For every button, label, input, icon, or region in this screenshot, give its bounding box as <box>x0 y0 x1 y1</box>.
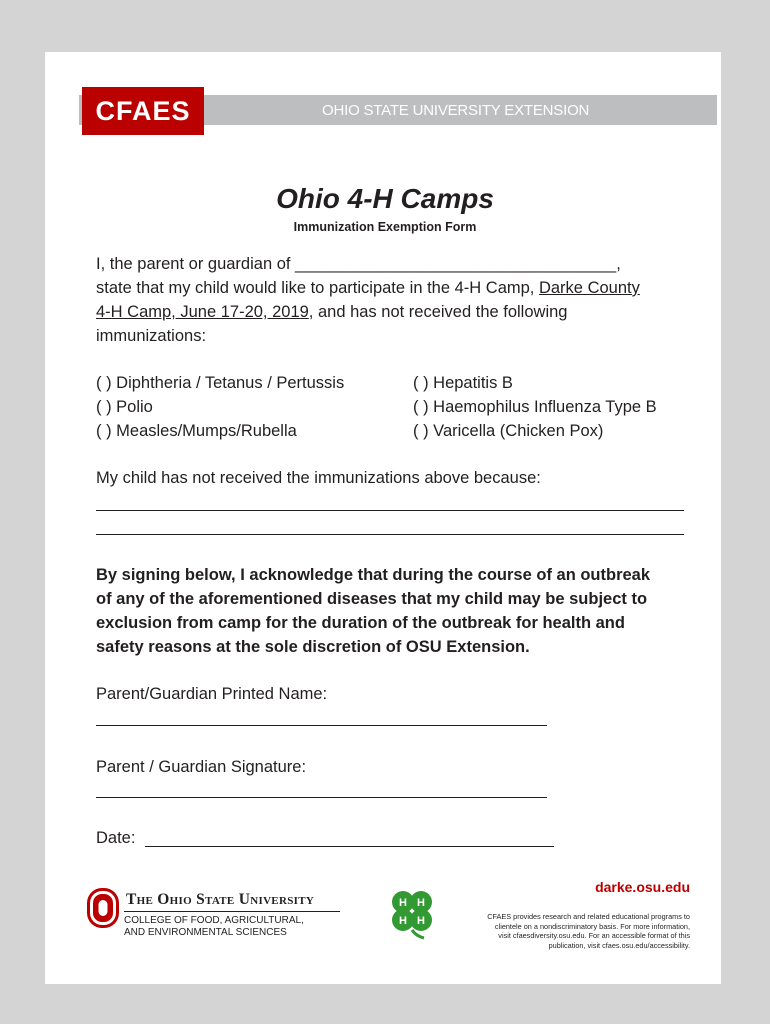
intro-line-1: I, the parent or guardian of ___________________________________, <box>96 255 621 273</box>
acknowledgement-paragraph <box>96 563 650 659</box>
extension-url[interactable]: darke.osu.edu <box>595 879 690 895</box>
disclaimer-line-4: publication, visit cfaes.osu.edu/accessibility. <box>548 940 690 950</box>
acknowledgement-line-1: By signing below, I acknowledge that during the course of an outbreak <box>96 566 651 584</box>
reason-line-2[interactable] <box>96 534 684 535</box>
immunization-option-mmr[interactable]: ( ) Measles/Mumps/Rubella <box>96 422 297 440</box>
university-name: The Ohio State University <box>126 891 315 908</box>
intro-paragraph <box>96 252 640 348</box>
clover-letter-4: H <box>417 915 425 927</box>
college-line-1: COLLEGE OF FOOD, AGRICULTURAL, <box>124 915 304 926</box>
4h-clover-icon <box>386 886 438 940</box>
cfaes-logo: CFAES <box>82 87 204 135</box>
camp-dates-link: 4-H Camp, June 17-20, 2019 <box>96 303 309 321</box>
intro-line-2-text: state that my child would like to participate in the 4-H Camp, <box>96 279 539 297</box>
acknowledgement-line-2: of any of the aforementioned diseases that my child may be subject to <box>96 590 648 608</box>
reason-line-1[interactable] <box>96 510 684 511</box>
disclaimer-line-3: visit cfaesdiversity.osu.edu. For an accessible format of this <box>498 931 690 940</box>
signature-label: Parent / Guardian Signature: <box>96 758 307 776</box>
clover-letter-3: H <box>399 915 407 927</box>
nondiscrimination-statement <box>462 912 690 950</box>
college-line-2: AND ENVIRONMENTAL SCIENCES <box>124 927 287 938</box>
intro-line-3-text: , and has not received the following <box>308 303 568 321</box>
immunization-option-varicella[interactable]: ( ) Varicella (Chicken Pox) <box>413 422 604 440</box>
immunization-option-hepatitis-b[interactable]: ( ) Hepatitis B <box>413 374 513 392</box>
osu-divider <box>124 911 340 912</box>
intro-line-2 <box>96 276 640 300</box>
disclaimer-line-1: CFAES provides research and related educational programs to <box>487 912 690 921</box>
immunization-option-hib[interactable]: ( ) Haemophilus Influenza Type B <box>413 398 657 416</box>
immunizations-left-column <box>96 371 344 443</box>
form-subtitle: Immunization Exemption Form <box>293 220 477 234</box>
acknowledgement-line-4: safety reasons at the sole discretion of OSU Extension. <box>96 638 530 656</box>
immunization-option-dtp[interactable]: ( ) Diphtheria / Tetanus / Pertussis <box>96 374 345 392</box>
disclaimer-line-2: clientele on a nondiscriminatory basis. For more information, <box>494 921 690 931</box>
intro-line-4: immunizations: <box>96 327 207 345</box>
printed-name-label: Parent/Guardian Printed Name: <box>96 685 328 703</box>
printed-name-line[interactable] <box>96 725 547 726</box>
page-title: Ohio 4-H Camps <box>276 183 494 214</box>
osu-block-o-icon <box>86 887 120 929</box>
camp-name-link: Darke County <box>538 279 640 297</box>
clover-letter-2: H <box>417 897 425 909</box>
reason-label: My child has not received the immunizations above because: <box>96 469 541 487</box>
college-name <box>124 915 304 939</box>
date-line[interactable] <box>145 846 554 847</box>
clover-letter-1: H <box>399 897 407 909</box>
intro-line-3 <box>96 300 640 324</box>
signature-line[interactable] <box>96 797 547 798</box>
acknowledgement-line-3: exclusion from camp for the duration of the outbreak for health and <box>96 614 625 632</box>
extension-band-text: OHIO STATE UNIVERSITY EXTENSION <box>322 102 590 119</box>
immunization-option-polio[interactable]: ( ) Polio <box>96 398 153 416</box>
date-label: Date: <box>96 829 136 847</box>
immunizations-right-column <box>413 371 657 443</box>
